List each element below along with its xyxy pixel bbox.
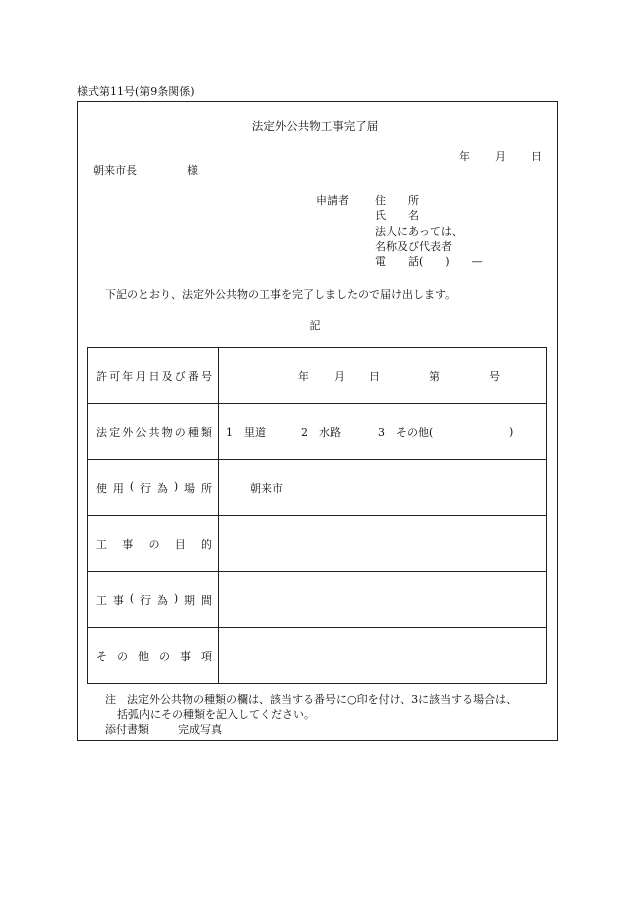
form-title: 法定外公共物工事完了届 xyxy=(251,119,379,133)
label-char: 行 xyxy=(140,593,152,607)
table-row xyxy=(88,404,547,460)
label-char: 日 xyxy=(148,369,160,383)
type-option-suiro[interactable]: 2 水路 xyxy=(301,425,341,439)
label-char: 場 xyxy=(184,481,196,495)
table-row xyxy=(88,572,547,628)
label-char: 目 xyxy=(174,537,186,551)
row-label-public-property-type xyxy=(88,404,219,460)
addressee-name: 朝来市長 xyxy=(93,164,137,177)
permit-no-label: 第 xyxy=(429,369,440,383)
applicant-name-label: 氏 名 xyxy=(375,209,419,222)
note-line-2: 括弧内にその種類を記入してください。 xyxy=(117,708,315,721)
label-char: 年 xyxy=(122,369,134,383)
label-char: の xyxy=(148,537,160,551)
ki-heading: 記 xyxy=(309,319,321,332)
use-location-field[interactable] xyxy=(219,460,547,516)
location-value: 朝来市 xyxy=(250,481,283,495)
work-purpose-field[interactable] xyxy=(219,516,547,572)
table-row xyxy=(88,348,547,404)
label-char: 使 xyxy=(96,481,107,495)
label-char: 外 xyxy=(122,425,134,439)
table-row xyxy=(88,460,547,516)
label-char: 許 xyxy=(96,369,107,383)
label-char: ( xyxy=(129,591,135,605)
permit-month-label: 月 xyxy=(334,369,345,383)
property-type-field[interactable] xyxy=(219,404,547,460)
table-row xyxy=(88,516,547,572)
label-char: 類 xyxy=(201,425,212,439)
label-char: ) xyxy=(173,591,179,605)
label-char: び xyxy=(174,369,186,383)
label-char: 法 xyxy=(96,425,107,439)
label-char: 種 xyxy=(187,425,199,439)
label-char: 項 xyxy=(201,649,212,663)
attachment-label: 添付書類 xyxy=(105,723,149,736)
label-char: 共 xyxy=(148,425,160,439)
label-char: 可 xyxy=(109,369,121,383)
label-char: 事 xyxy=(122,537,134,551)
label-char: 公 xyxy=(135,425,147,439)
row-label-other-matters xyxy=(88,628,219,684)
label-char: ) xyxy=(173,479,179,493)
row-label-use-location xyxy=(88,460,219,516)
permit-go-label: 号 xyxy=(489,369,500,383)
attachment-value: 完成写真 xyxy=(178,723,222,736)
label-char: の xyxy=(117,649,128,663)
details-table xyxy=(87,347,547,684)
label-char: 用 xyxy=(112,481,124,495)
label-char: 事 xyxy=(112,593,124,607)
label-chars xyxy=(88,592,218,608)
label-char: 定 xyxy=(109,425,121,439)
label-char: 期 xyxy=(184,593,196,607)
label-char: の xyxy=(174,425,186,439)
addressee-honorific: 様 xyxy=(187,164,198,177)
date-year-label: 年 xyxy=(459,150,470,163)
permit-year-label: 年 xyxy=(298,369,309,383)
label-chars xyxy=(88,648,218,664)
work-period-field[interactable] xyxy=(219,572,547,628)
date-day-label: 日 xyxy=(531,150,542,163)
label-char: 工 xyxy=(96,593,107,607)
permit-day-label: 日 xyxy=(369,369,380,383)
label-char: 号 xyxy=(201,369,212,383)
other-matters-field[interactable] xyxy=(219,628,547,684)
label-chars xyxy=(88,536,218,552)
type-option-other[interactable]: 3 その他( xyxy=(378,425,434,439)
type-option-other-close: ) xyxy=(509,425,514,438)
date-month-label: 月 xyxy=(495,150,506,163)
label-char: 為 xyxy=(156,593,168,607)
row-label-work-period xyxy=(88,572,219,628)
table-row xyxy=(88,628,547,684)
label-char: 番 xyxy=(187,369,199,383)
applicant-label: 申請者 xyxy=(316,194,349,207)
label-chars xyxy=(88,424,218,440)
label-char: 所 xyxy=(200,481,212,495)
label-char: 事 xyxy=(180,649,191,663)
form-number: 様式第11号(第9条関係) xyxy=(77,85,195,98)
label-char: 為 xyxy=(156,481,168,495)
applicant-corp-line2: 名称及び代表者 xyxy=(375,240,452,253)
label-char: の xyxy=(159,649,170,663)
label-char: 及 xyxy=(161,369,173,383)
label-chars xyxy=(88,480,218,496)
permit-date-number-field[interactable] xyxy=(219,348,547,404)
label-char: 月 xyxy=(135,369,147,383)
type-option-satomichi[interactable]: 1 里道 xyxy=(226,425,266,439)
label-char: 間 xyxy=(200,593,212,607)
intro-text: 下記のとおり、法定外公共物の工事を完了しましたので届け出します。 xyxy=(105,288,457,301)
label-chars xyxy=(88,368,218,384)
label-char: ( xyxy=(129,479,135,493)
label-char: 他 xyxy=(138,649,149,663)
row-label-permit-date-number xyxy=(88,348,219,404)
label-char: 工 xyxy=(96,537,107,551)
row-label-work-purpose xyxy=(88,516,219,572)
applicant-corp-line1: 法人にあっては、 xyxy=(375,225,463,238)
label-char: 行 xyxy=(140,481,152,495)
applicant-address-label: 住 所 xyxy=(375,194,419,207)
label-char: そ xyxy=(96,649,107,663)
note-line-1: 注 法定外公共物の種類の欄は、該当する番号に○印を付け、3に該当する場合は、 xyxy=(105,693,518,706)
applicant-phone-label: 電 話( ) — xyxy=(375,255,483,268)
label-char: 物 xyxy=(161,425,173,439)
label-char: 的 xyxy=(201,537,212,551)
